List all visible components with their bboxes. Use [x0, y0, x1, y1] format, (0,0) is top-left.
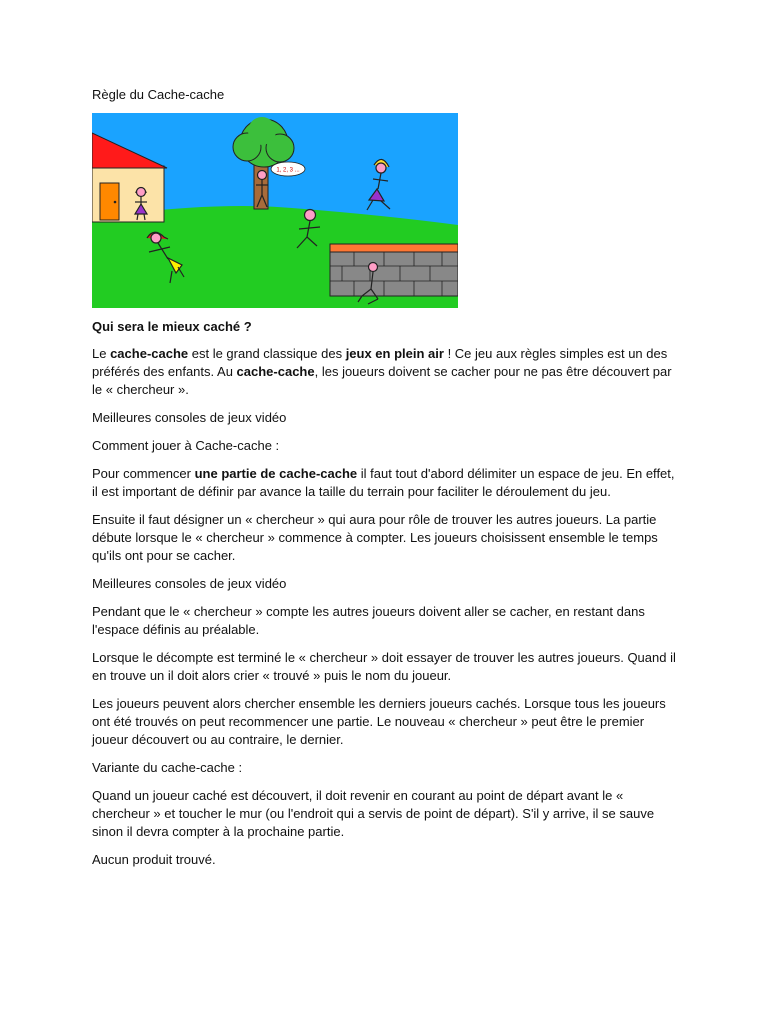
ad-link-consoles-1[interactable]: Meilleures consoles de jeux vidéo: [92, 410, 287, 425]
howto-heading: Comment jouer à Cache-cache :: [92, 438, 280, 453]
article-body: [92, 318, 682, 879]
variant-paragraph: Quand un joueur caché est découvert, il doit revenir en courant au point de départ avant le « chercheur » et toucher le mur (ou l'endroit qui a servis de point de départ). S'il y arrive, il se sauve sinon il devra compter à la prochaine partie.: [92, 788, 655, 839]
hide-paragraph: Pendant que le « chercheur » compte les autres joueurs doivent aller se cacher, en restant dans l'espace définis au préalable.: [92, 604, 645, 637]
svg-text:1, 2, 3 ...: 1, 2, 3 ...: [276, 167, 300, 174]
start-paragraph: Pour commencer une partie de cache-cache il faut tout d'abord délimiter un espace de jeu. En effet, il est important de définir par avance la taille du terrain pour faciliter le déroulement du jeu.: [92, 466, 675, 499]
intro-paragraph: Le cache-cache est le grand classique des jeux en plein air ! Ce jeu aux règles simples est un des préférés des enfants. Au cache-cache, les joueurs doivent se cacher pour ne pas être découvert par le « chercheur ».: [92, 346, 672, 397]
brick-wall: [330, 244, 458, 296]
subtitle: Qui sera le mieux caché ?: [92, 319, 252, 334]
variant-heading: Variante du cache-cache :: [92, 760, 243, 775]
count-end-paragraph: Lorsque le décompte est terminé le « chercheur » doit essayer de trouver les autres joueurs. Quand il en trouve un il doit alors crier « trouvé » puis le nom du joueur.: [92, 650, 676, 683]
no-product-notice: Aucun produit trouvé.: [92, 852, 216, 867]
ad-link-consoles-2[interactable]: Meilleures consoles de jeux vidéo: [92, 576, 287, 591]
seeker-paragraph: Ensuite il faut désigner un « chercheur » qui aura pour rôle de trouver les autres joueurs. La partie débute lorsque le « chercheur » commence à compter. Les joueurs choisissent ensemble le temps qu'ils ont pour se cacher.: [92, 512, 658, 563]
hide-and-seek-illustration: [92, 113, 458, 308]
counting-speech-bubble: [271, 162, 305, 176]
document-title: Règle du Cache-cache: [92, 87, 225, 102]
restart-paragraph: Les joueurs peuvent alors chercher ensemble les derniers joueurs cachés. Lorsque tous les joueurs ont été trouvés on peut recommencer une partie. Le nouveau « chercheur » peut être le premier joueur découvert ou au contraire, le dernier.: [92, 696, 666, 747]
